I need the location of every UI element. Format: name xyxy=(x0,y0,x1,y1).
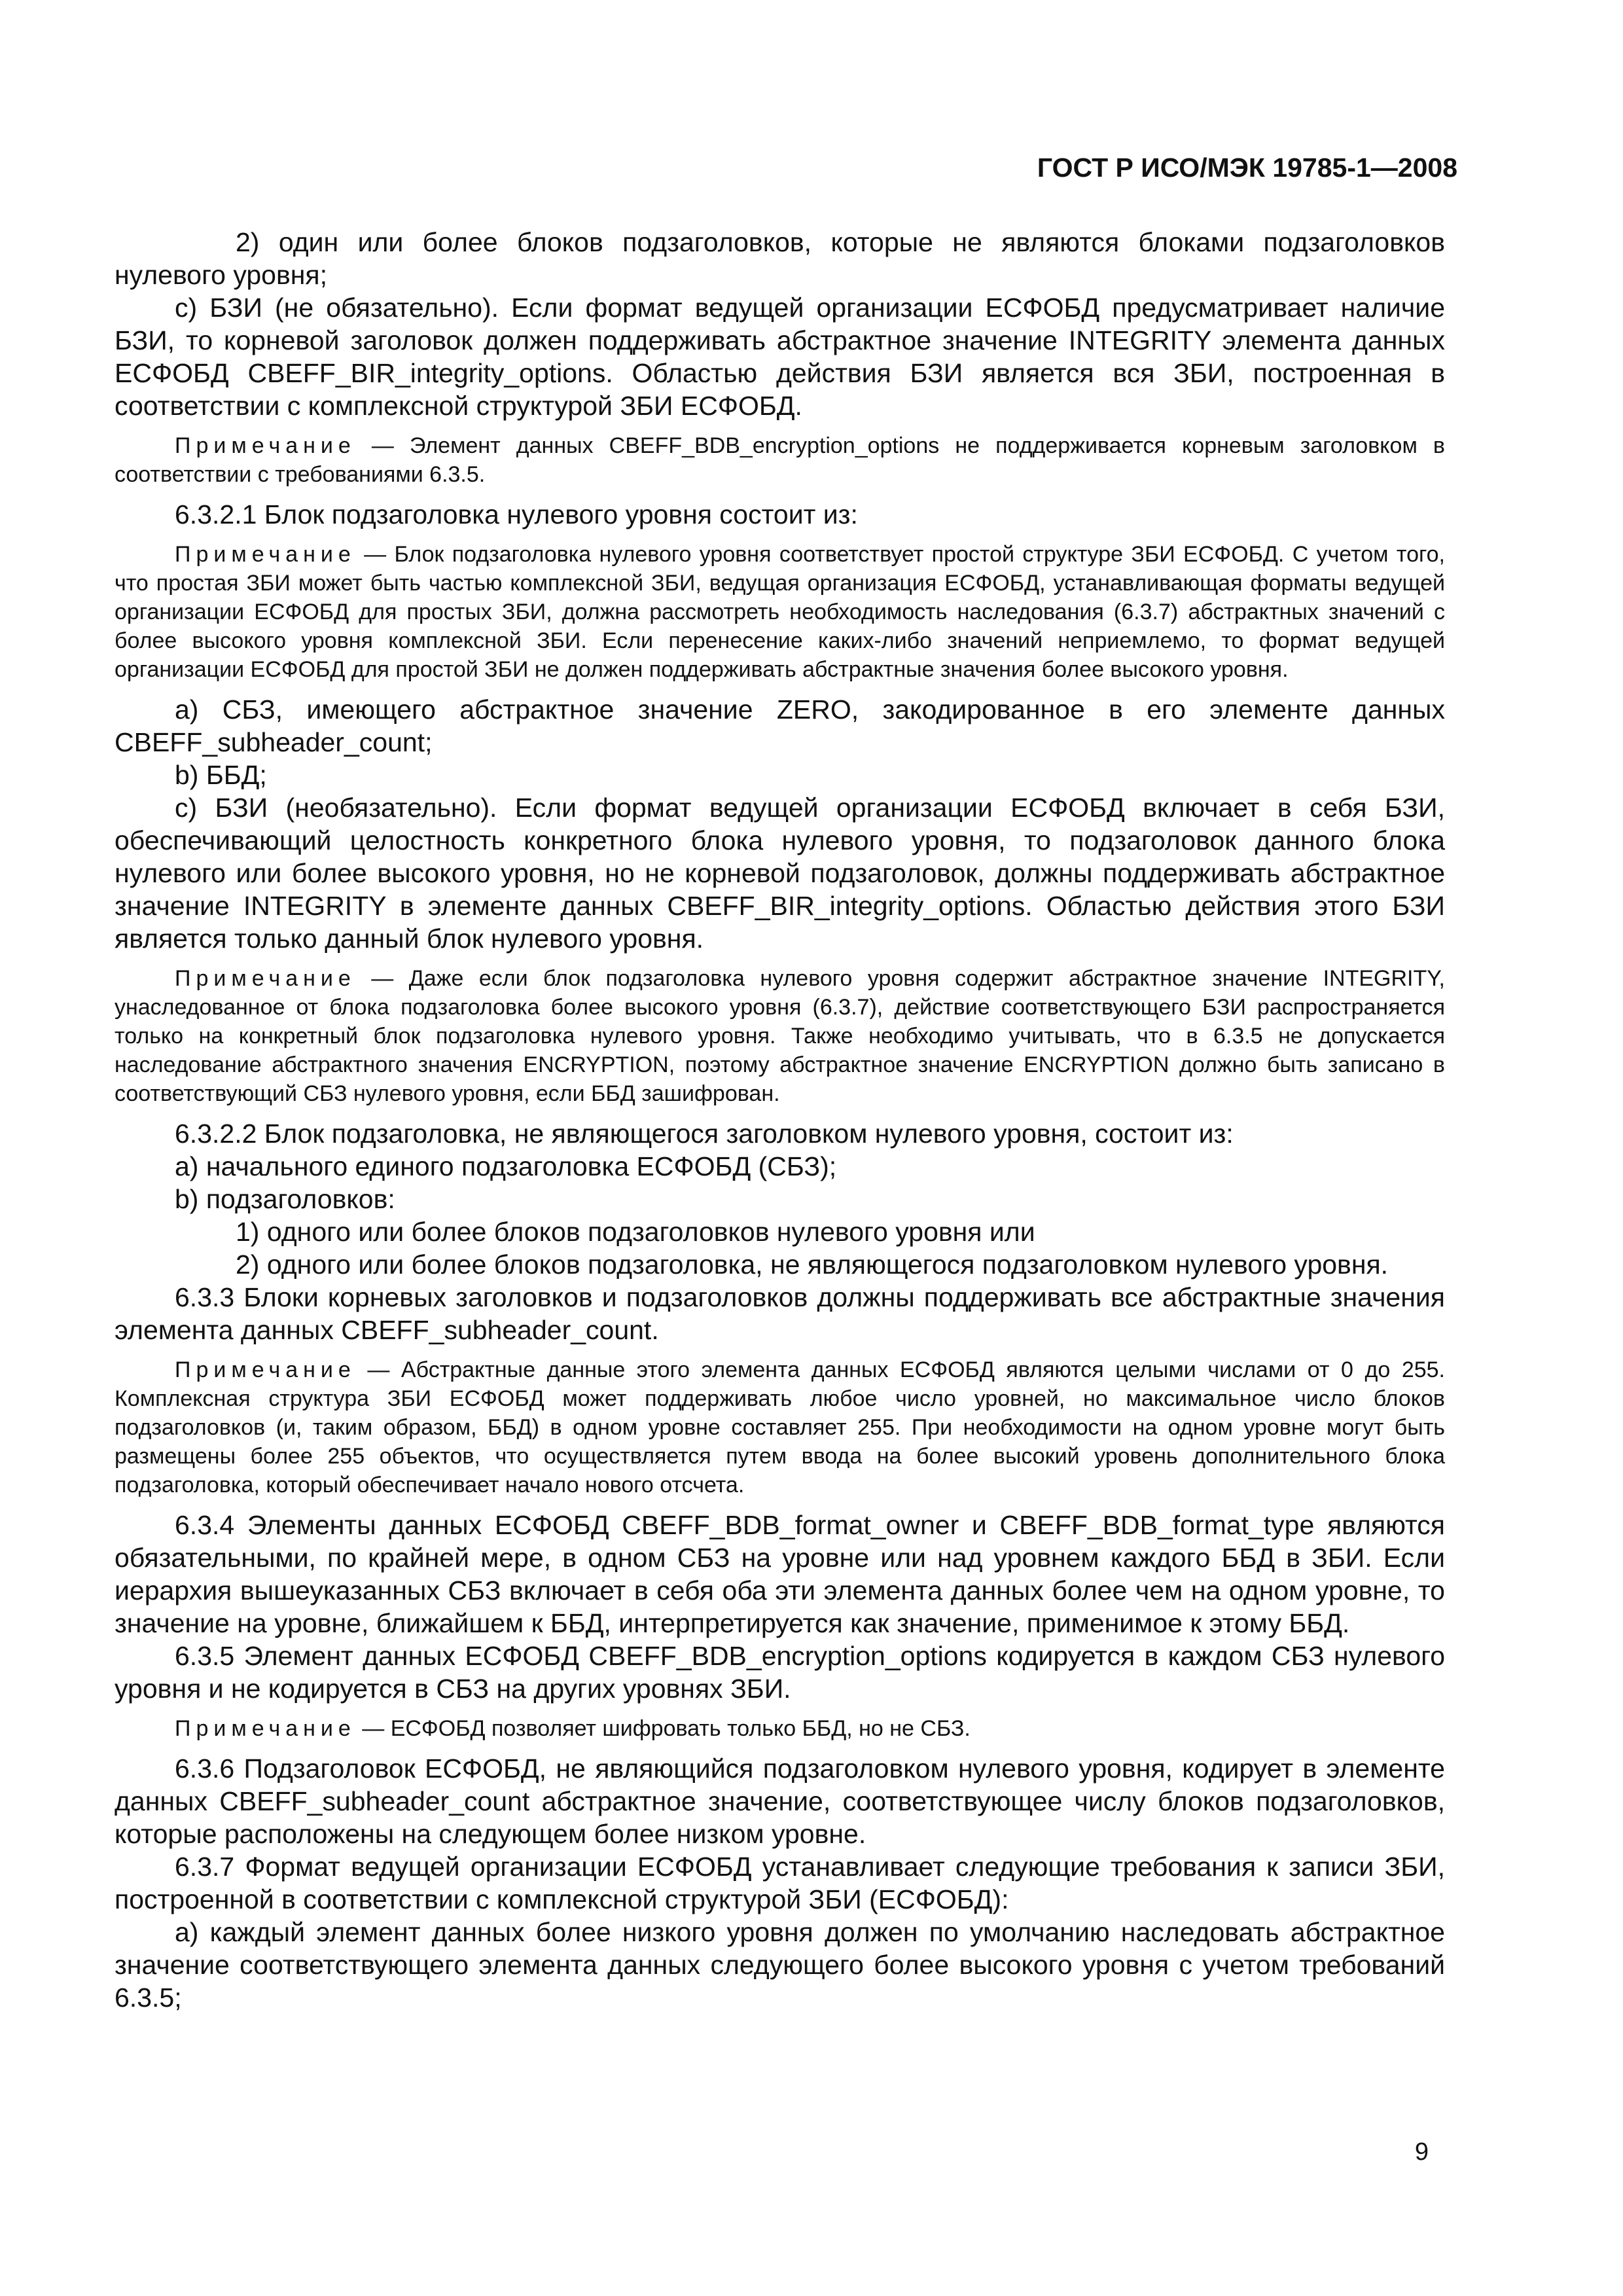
paragraph: 6.3.7 Формат ведущей организации ЕСФОБД устанавливает следующие требования к записи ЗБИ, построенной в соответствии с комплексной структурой ЗБИ (ЕСФОБД): xyxy=(115,1852,1445,1914)
paragraph: 6.3.2.2 Блок подзаголовка, не являющегося заголовком нулевого уровня, состоит из: xyxy=(175,1119,1234,1149)
document-body xyxy=(115,226,1445,2014)
paragraph: b) ББД; xyxy=(175,760,267,790)
note-text: — Абстрактные данные этого элемента данных ЕСФОБД являются целыми числами от 0 до 255. Комплексная структура ЗБИ ЕСФОБД может поддерживать любое число уровней, но максимальное число блоков подзаголовков (и, таким образом, ББД) в одном уровне составляет 255. При необходимости на одном уровне могут быть размещены более 255 объектов, что осуществляется путем ввода на более высокий уровень дополнительного блока подзаголовка, который обеспечивает начало нового отсчета. xyxy=(115,1357,1445,1498)
paragraph: 6.3.6 Подзаголовок ЕСФОБД, не являющийся подзаголовком нулевого уровня, кодирует в элементе данных CBEFF_subheader_count абстрактное значение, соответствующее числу блоков подзаголовков, которые расположены на следующем более низком уровне. xyxy=(115,1753,1445,1849)
page-number: 9 xyxy=(1414,2138,1429,2166)
note xyxy=(115,540,1445,684)
note-label: Примечание xyxy=(175,1716,356,1741)
paragraph: 6.3.4 Элементы данных ЕСФОБД CBEFF_BDB_format_owner и CBEFF_BDB_format_type являются обязательными, по крайней мере, в одном СБЗ на уровне или над уровнем каждого ББД в ЗБИ. Если иерархия вышеуказанных СБЗ включает в себя оба эти элемента данных более чем на одном уровне, то значение на уровне, ближайшем к ББД, интерпретируется как значение, применимое к этому ББД. xyxy=(115,1510,1445,1638)
note-text: — ЕСФОБД позволяет шифровать только ББД, но не СБЗ. xyxy=(362,1716,971,1741)
paragraph: a) каждый элемент данных более низкого уровня должен по умолчанию наследовать абстрактное значение соответствующего элемента данных следующего более высокого уровня с учетом требований 6.3.5; xyxy=(115,1917,1445,2013)
paragraph: a) начального единого подзаголовка ЕСФОБД (СБЗ); xyxy=(175,1151,837,1181)
paragraph: 6.3.2.1 Блок подзаголовка нулевого уровня состоит из: xyxy=(175,499,858,529)
paragraph: c) БЗИ (не обязательно). Если формат ведущей организации ЕСФОБД предусматривает наличие БЗИ, то корневой заголовок должен поддерживать абстрактное значение INTEGRITY элемента данных ЕСФОБД CBEFF_BIR_integrity_options. Областью действия БЗИ является вся ЗБИ, построенная в соответствии с комплексной структурой ЗБИ ЕСФОБД. xyxy=(115,293,1445,421)
paragraph: c) БЗИ (необязательно). Если формат ведущей организации ЕСФОБД включает в себя БЗИ, обеспечивающий целостность конкретного блока нулевого уровня, то подзаголовок данного блока нулевого или более высокого уровня, но не корневой подзаголовок, должны поддерживать абстрактное значение INTEGRITY в элементе данных CBEFF_BIR_integrity_options. Областью действия этого БЗИ является только данный блок нулевого уровня. xyxy=(115,793,1445,954)
paragraph: 1) одного или более блоков подзаголовков нулевого уровня или xyxy=(236,1217,1035,1247)
paragraph: a) СБЗ, имеющего абстрактное значение ZERO, закодированное в его элементе данных CBEFF_subheader_count; xyxy=(115,694,1445,757)
note-text: — Элемент данных CBEFF_BDB_encryption_options не поддерживается корневым заголовком в соответствии с требованиями 6.3.5. xyxy=(115,433,1445,487)
note xyxy=(115,1714,1445,1743)
note xyxy=(115,964,1445,1108)
paragraph: 2) один или более блоков подзаголовков, которые не являются блоками подзаголовков нулевого уровня; xyxy=(115,227,1445,290)
paragraph: 6.3.3 Блоки корневых заголовков и подзаголовков должны поддерживать все абстрактные значения элемента данных CBEFF_subheader_count. xyxy=(115,1282,1445,1345)
note-label: Примечание xyxy=(175,542,356,567)
note-label: Примечание xyxy=(175,966,356,991)
paragraph: 2) одного или более блоков подзаголовка, не являющегося подзаголовком нулевого уровня. xyxy=(236,1249,1389,1280)
note-label: Примечание xyxy=(175,433,356,458)
note-text: — Блок подзаголовка нулевого уровня соответствует простой структуре ЗБИ ЕСФОБД. С учетом того, что простая ЗБИ может быть частью комплексной ЗБИ, ведущая организация ЕСФОБД, устанавливающая форматы ведущей организации ЕСФОБД для простых ЗБИ, должна рассмотреть необходимость наследования (6.3.7) абстрактных значений с более высокого уровня комплексной ЗБИ. Если перенесение каких-либо значений неприемлемо, то формат ведущей организации ЕСФОБД для простой ЗБИ не должен поддерживать абстрактные значения более высокого уровня. xyxy=(115,542,1445,682)
paragraph: b) подзаголовков: xyxy=(175,1184,395,1214)
document-header: ГОСТ Р ИСО/МЭК 19785-1—2008 xyxy=(1037,152,1457,183)
note-label: Примечание xyxy=(175,1357,356,1382)
note xyxy=(115,431,1445,489)
note-text: — Даже если блок подзаголовка нулевого уровня содержит абстрактное значение INTEGRITY, унаследованное от блока подзаголовка более высокого уровня (6.3.7), действие соответствующего БЗИ распространяется только на конкретный блок подзаголовка нулевого уровня. Также необходимо учитывать, что в 6.3.5 не допускается наследование абстрактного значения ENCRYPTION, поэтому абстрактное значение ENCRYPTION должно быть записано в соответствующий СБЗ нулевого уровня, если ББД зашифрован. xyxy=(115,966,1445,1106)
note xyxy=(115,1355,1445,1499)
paragraph: 6.3.5 Элемент данных ЕСФОБД CBEFF_BDB_encryption_options кодируется в каждом СБЗ нулевого уровня и не кодируется в СБЗ на других уровнях ЗБИ. xyxy=(115,1641,1445,1704)
